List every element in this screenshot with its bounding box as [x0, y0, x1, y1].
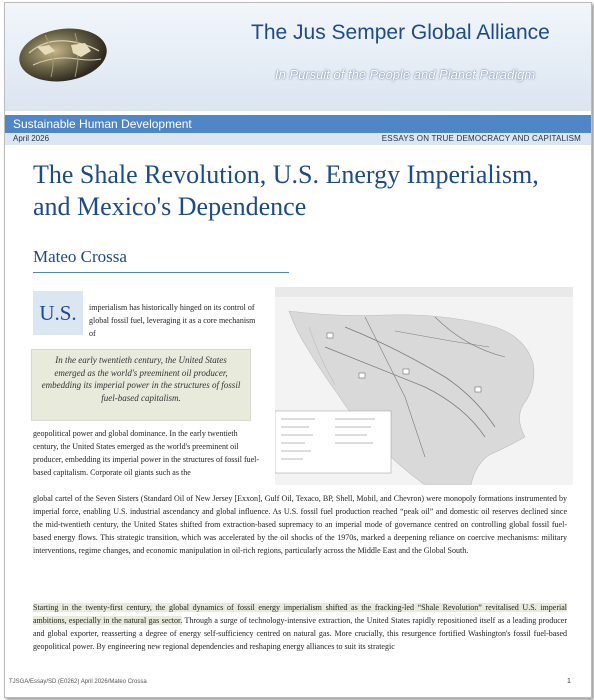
title-rule: [33, 272, 289, 273]
pull-quote: In the early twentieth century, the United States emerged as the world's preeminent oil producer, embedding its imperial power in the structures of fossil fuel-based capitalism.: [31, 349, 251, 421]
series-name: ESSAYS ON TRUE DEMOCRACY AND CAPITALISM: [381, 134, 581, 143]
document-page: [4, 2, 592, 698]
masthead: [5, 3, 591, 111]
paragraph-2: geopolitical power and global dominance. In the early twentieth century, the United States emerged as the world's preeminent oil producer, embedding its imperial power in the structures of fossil fuel-based capitalism. Corporate oil giants such as the: [33, 429, 260, 477]
article-author: Mateo Crossa: [33, 247, 127, 266]
globe-logo-icon: [15, 15, 110, 93]
highlighted-sentence: Starting in the twenty-first century, the global dynamics of fossil energy imperialism shifted as the fracking-led “Shale Revolution” revitalised U.S. imperial ambitions, especially in the natural gas sector.: [33, 603, 567, 625]
paragraph-intro: imperialism has historically hinged on its control of global fossil fuel, leveraging it as a core mechanism of: [89, 303, 256, 338]
map-figure: [275, 287, 573, 485]
article-title: The Shale Revolution, U.S. Energy Imperialism, and Mexico's Dependence: [33, 160, 539, 221]
drop-cap: U.S.: [33, 291, 83, 335]
paragraph-4-rest: Through a surge of technology-intensive extraction, the United States rapidly repositioned itself as a leading producer and global exporter, reasserting a degree of energy self-sufficiency centred on natural gas. More crucially, this resurgence fortified Washington's fossil fuel-based geopolitical power. By engineering new regional dependencies and reshaping energy alliances to suit its strategic: [33, 616, 567, 651]
footer-code: TJSGA/Essay/SD (E0262) April 2026/Mateo Crossa: [9, 679, 147, 685]
brand-name: The Jus Semper Global Alliance: [251, 21, 550, 44]
issue-date: April 2026: [13, 134, 50, 143]
brand-tagline: In Pursuit of the People and Planet Paradigm: [275, 67, 536, 82]
section-bar: Sustainable Human Development: [5, 115, 591, 133]
paragraph-3: global cartel of the Seven Sisters (Standard Oil of New Jersey [Exxon], Gulf Oil, Texaco, BP, Shell, Mobil, and Chevron) were monopoly formations instrumented by imperial force, enabling U.S. industrial ascendancy and global influence. As U.S. fossil fuel production reached “peak oil” and domestic oil reserves declined since the mid-twentieth century, the United States shifted from extraction-based supremacy to an imperial mode of governance centred on controlling global fossil fuel-based energy flows. This strategic transition, which was accelerated by the oil shocks of the 1970s, marked a deepening reliance on coercive mechanisms: military interventions, regime changes, and economic manipulation in oil-rich regions, particularly across the Middle East and the Global South.: [33, 494, 567, 555]
date-bar: [5, 133, 591, 145]
page-number: 1: [567, 678, 571, 685]
paragraph-4: [33, 601, 567, 653]
